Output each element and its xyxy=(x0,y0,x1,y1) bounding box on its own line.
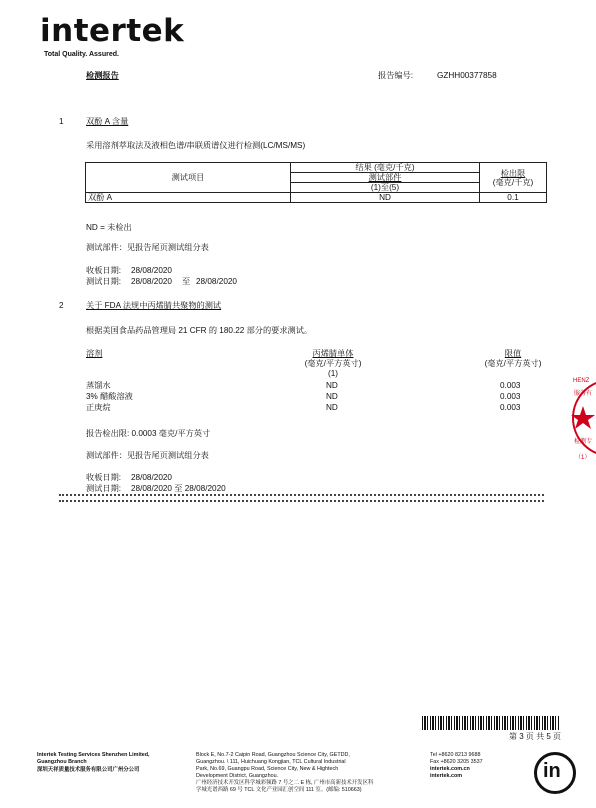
table-row xyxy=(86,403,556,414)
report-no: GZHH00377858 xyxy=(437,71,497,80)
section1-recv-label: 收板日期: xyxy=(86,266,122,275)
section1-recv-date: 28/08/2020 xyxy=(131,266,172,275)
detect-limit: 报告检出限: 0.0003 毫克/平方英寸 xyxy=(86,429,211,438)
limit: 0.003 xyxy=(500,381,521,390)
section1-test-from: 28/08/2020 xyxy=(131,277,172,286)
col-result: 结果 (毫克/千克) xyxy=(291,163,480,173)
solvent: 正庚烷 xyxy=(86,403,111,412)
section1-method: 采用溶剂萃取法及液相色谱/串联质谱仪进行检测(LC/MS/MS) xyxy=(86,141,306,150)
bpa-result-table xyxy=(85,162,547,203)
section1-test-label: 测试日期: xyxy=(86,277,122,286)
intertek-logo: intertek xyxy=(40,13,185,49)
end-of-section-divider xyxy=(59,494,544,502)
col-test-part-no: (1)至(5) xyxy=(291,183,480,193)
section2-number: 2 xyxy=(59,301,64,310)
col-limit: 限值 xyxy=(504,349,522,358)
nd-note: ND = 未检出 xyxy=(86,223,132,232)
col-monomer-unit: (毫克/平方英寸) xyxy=(304,359,362,368)
stamp-text-3: 检测专 xyxy=(574,439,593,445)
fda-result-rows xyxy=(86,381,556,414)
address-line: Guangzhou. \ 111, Huichuang Kongjian, TCL Cultural Industrial xyxy=(196,759,346,765)
result: ND xyxy=(326,392,338,401)
report-title: 检测报告 xyxy=(86,71,119,80)
address-line: Development District, Guangzhou. xyxy=(196,773,279,779)
section1-title: 双酚 A 含量 xyxy=(86,117,129,126)
footer-company-cn: 深圳天祥质量技术服务有限公司广州分公司 xyxy=(37,767,140,773)
footer-company-2: Guangzhou Branch xyxy=(37,759,87,765)
footer-company-1: Intertek Testing Services Shenzhen Limited, xyxy=(37,752,150,758)
in-logo-text: in xyxy=(543,760,561,782)
fax: Fax +8620 3205 3537 xyxy=(430,759,483,765)
report-no-label: 报告编号: xyxy=(378,71,414,80)
section2-parts-note: 测试部件：见报告尾页测试组分表 xyxy=(86,451,209,460)
stamp-text-2: 服务有 xyxy=(574,391,593,397)
section1-number: 1 xyxy=(59,117,64,126)
col-monomer: 丙烯腈单体 xyxy=(312,349,354,358)
address-line-cn: 广州经济技术开发区科学城彩频路 7 号之二 E 栋, 广州市高新技术开发区科 xyxy=(196,780,374,786)
stamp-text-1: HENZ xyxy=(573,378,590,384)
col-limit: 检出限 (毫克/千克) xyxy=(480,163,547,193)
solvent: 3% 醋酸溶液 xyxy=(86,392,133,401)
footer-contact xyxy=(430,752,483,780)
stamp-text-4: （1） xyxy=(575,455,591,461)
result: ND xyxy=(326,381,338,390)
logo-tagline: Total Quality. Assured. xyxy=(44,51,119,58)
barcode xyxy=(422,716,559,730)
table-row xyxy=(86,392,556,403)
row-limit: 0.1 xyxy=(480,193,547,203)
footer-address xyxy=(196,752,418,794)
tel: Tel +8620 8213 9688 xyxy=(430,752,481,758)
page-number: 第 3 页 共 5 页 xyxy=(509,732,562,741)
section2-basis: 根据美国食品药品管理局 21 CFR 的 180.22 部分的要求测试。 xyxy=(86,326,313,335)
website[interactable]: intertek.com xyxy=(430,773,463,779)
result: ND xyxy=(326,403,338,412)
website-cn[interactable]: intertek.com.cn xyxy=(430,766,470,772)
address-line: Block E, No.7-2 Caipin Road, Guangzhou Science City, GETDD, xyxy=(196,752,350,758)
address-line-cn: 学城光谱西路 69 号 TCL 文化产业园汇创空间 111 室。(邮编: 510663) xyxy=(196,787,362,793)
limit: 0.003 xyxy=(500,392,521,401)
col-solvent: 溶剂 xyxy=(86,349,103,358)
col-test-item: 测试项目 xyxy=(86,163,291,193)
row-item: 双酚 A xyxy=(86,193,291,203)
section1-parts-note: 测试部件：见报告尾页测试组分表 xyxy=(86,243,209,252)
limit: 0.003 xyxy=(500,403,521,412)
col-test-part: 测试部件 xyxy=(291,173,480,183)
address-line: Park, No.69, Guangpu Road, Science City, New & Hightech xyxy=(196,766,339,772)
section2-recv-date: 28/08/2020 xyxy=(131,473,172,482)
section2-test-label: 测试日期: xyxy=(86,484,122,493)
section2-title: 关于 FDA 法规中丙烯腈共聚物的测试 xyxy=(86,301,222,310)
col-monomer-part: (1) xyxy=(327,369,338,378)
section1-test-to-word: 至 xyxy=(182,277,191,286)
section1-test-to: 28/08/2020 xyxy=(196,277,237,286)
col-limit-unit: (毫克/平方英寸) xyxy=(484,359,542,368)
solvent: 蒸馏水 xyxy=(86,381,111,390)
section2-test-range: 28/08/2020 至 28/08/2020 xyxy=(131,484,226,493)
section2-recv-label: 收板日期: xyxy=(86,473,122,482)
row-result: ND xyxy=(291,193,480,203)
table-row xyxy=(86,381,556,392)
